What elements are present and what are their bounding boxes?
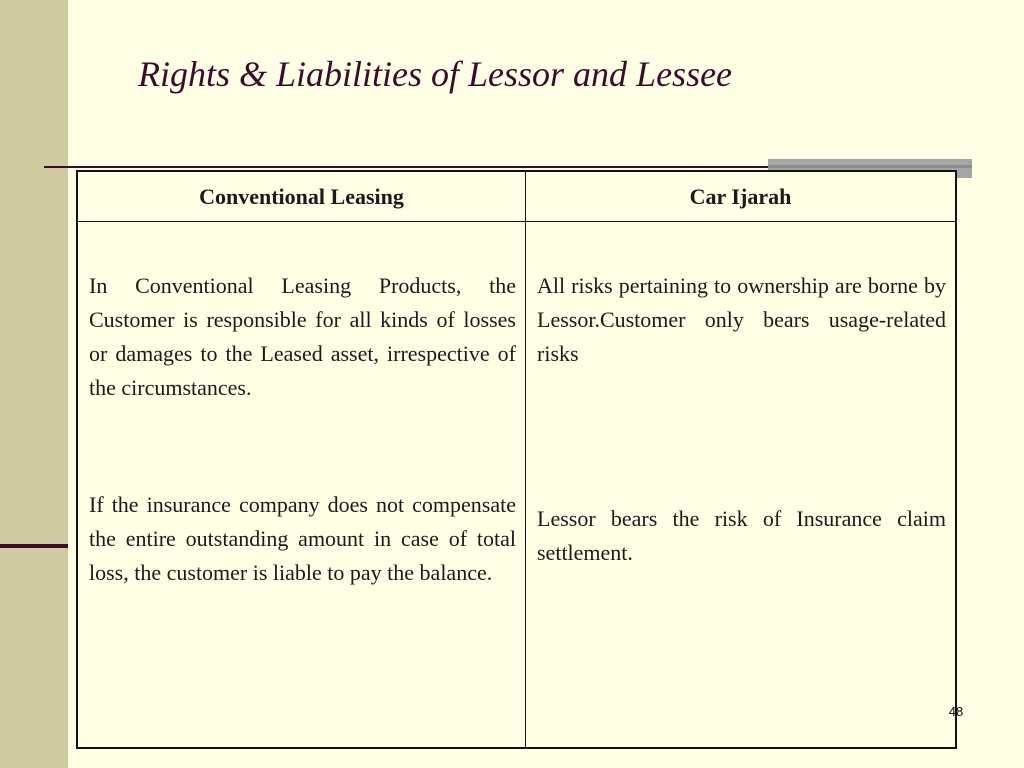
- left-decorative-band: [0, 0, 68, 768]
- column-divider: [525, 172, 526, 747]
- left-decorative-rule: [0, 544, 68, 548]
- header-divider: [78, 221, 955, 222]
- title-divider-rule: [44, 166, 768, 168]
- page-number: 48: [948, 704, 964, 719]
- comparison-table: [76, 170, 957, 749]
- slide-title: Rights & Liabilities of Lessor and Lessee: [138, 54, 733, 94]
- decorative-grey-block-line: [768, 165, 972, 168]
- header-car-ijarah: Car Ijarah: [689, 183, 792, 209]
- car-ijarah-paragraph-2: Lessor bears the risk of Insurance claim settlement.: [537, 506, 946, 565]
- conventional-leasing-paragraph-1: In Conventional Leasing Products, the Customer is responsible for all kinds of losses or damages to the Leased asset, irrespective of the circumstances.: [89, 273, 516, 400]
- conventional-leasing-paragraph-2: If the insurance company does not compensate the entire outstanding amount in case of total loss, the customer is liable to pay the balance.: [89, 492, 516, 585]
- car-ijarah-paragraph-1: All risks pertaining to ownership are borne by Lessor.Customer only bears usage-related risks: [537, 273, 946, 366]
- header-conventional-leasing: Conventional Leasing: [199, 183, 404, 209]
